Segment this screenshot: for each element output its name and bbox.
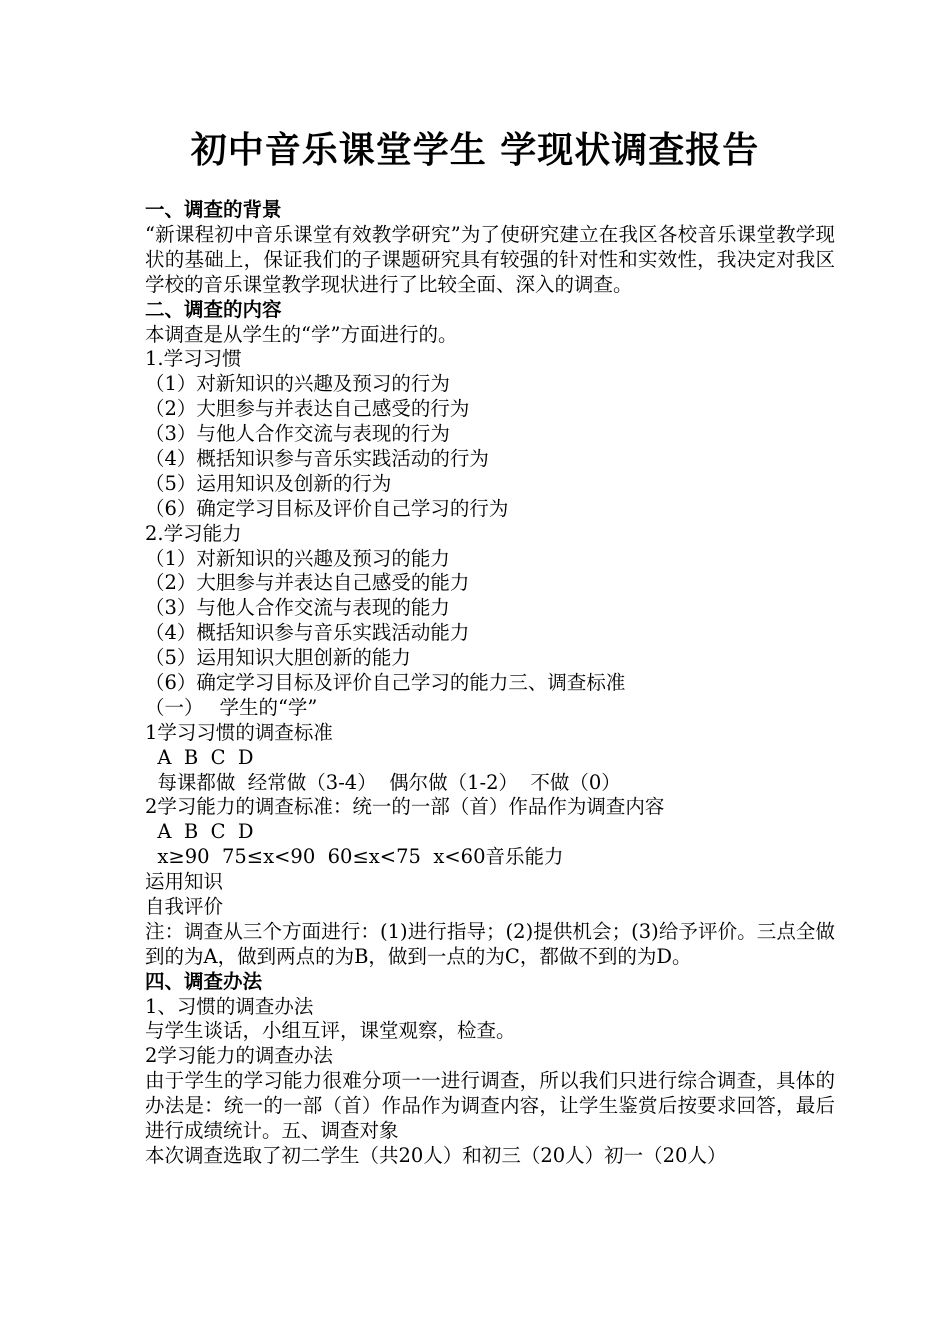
- standard-subheading: （一） 学生的“学”: [145, 695, 318, 719]
- habit-item: （3）与他人合作交流与表现的行为: [145, 422, 450, 446]
- section-heading-content: 二、调查的内容: [145, 297, 282, 321]
- criterion-apply-knowledge: 运用知识: [145, 870, 224, 894]
- habit-standard-title: 1学习习惯的调查标准: [145, 720, 333, 744]
- background-paragraph: “新课程初中音乐课堂有效教学研究”为了使研究建立在我区各校音乐课堂教学现状的基础上，保证我们的子课题研究具有较强的针对性和实效性，我决定对我区学校的音乐课堂教学现状进行了比较全面、深入的调查。: [145, 222, 835, 296]
- criterion-self-evaluation: 自我评价: [145, 894, 224, 918]
- section-heading-method: 四、调查办法: [145, 969, 263, 993]
- ability-item: （1）对新知识的兴趣及预习的能力: [145, 546, 450, 570]
- section-heading-background: 一、调查的背景: [145, 198, 282, 221]
- standard-note: 注：调查从三个方面进行：(1)进行指导；(2)提供机会；(3)给予评价。三点全做到的为A，做到两点的为B，做到一点的为C，都做不到的为D。: [145, 919, 835, 968]
- ability-item: （2）大胆参与并表达自己感受的能力: [145, 571, 470, 595]
- ability-method-text: 由于学生的学习能力很难分项一一进行调查，所以我们只进行综合调查，具体的办法是：统一的一部（首）作品作为调查内容，让学生鉴赏后按要求回答，最后进行成绩统计。五、调查对象: [145, 1069, 835, 1143]
- document-body: [145, 198, 835, 1169]
- habit-title: 1.学习习惯: [145, 347, 242, 371]
- habit-method-title: 1、习惯的调查办法: [145, 994, 314, 1018]
- habit-item: （2）大胆参与并表达自己感受的行为: [145, 397, 470, 421]
- survey-subjects: 本次调查选取了初二学生（共20人）和初三（20人）初一（20人）: [145, 1143, 727, 1167]
- grade-letters: A B C D: [145, 745, 254, 769]
- habit-method-text: 与学生谈话，小组互评，课堂观察，检查。: [145, 1019, 516, 1043]
- habit-item: （1）对新知识的兴趣及预习的行为: [145, 372, 450, 396]
- habit-item: （4）概括知识参与音乐实践活动的行为: [145, 446, 489, 470]
- habit-item: （5）运用知识及创新的行为: [145, 471, 392, 495]
- ability-title: 2.学习能力: [145, 521, 242, 545]
- ability-item: （4）概括知识参与音乐实践活动能力: [145, 621, 470, 645]
- ability-item: （5）运用知识大胆创新的能力: [145, 646, 411, 670]
- habit-item: （6）确定学习目标及评价自己学习的行为: [145, 496, 509, 520]
- ability-item: （6）确定学习目标及评价自己学习的能力三、调查标准: [145, 670, 626, 694]
- ability-item: （3）与他人合作交流与表现的能力: [145, 596, 450, 620]
- document-title: 初中音乐课堂学生 学现状调查报告: [190, 129, 760, 171]
- grade-letters: A B C D: [145, 820, 254, 844]
- habit-grade-criteria: 每课都做 经常做（3-4） 偶尔做（1-2） 不做（0）: [145, 770, 621, 794]
- content-intro: 本调查是从学生的“学”方面进行的。: [145, 322, 458, 346]
- ability-score-ranges: x≥90 75≤x<90 60≤x<75 x<60音乐能力: [145, 845, 564, 869]
- ability-standard-title: 2学习能力的调查标准：统一的一部（首）作品作为调查内容: [145, 795, 665, 819]
- ability-method-title: 2学习能力的调查办法: [145, 1044, 333, 1068]
